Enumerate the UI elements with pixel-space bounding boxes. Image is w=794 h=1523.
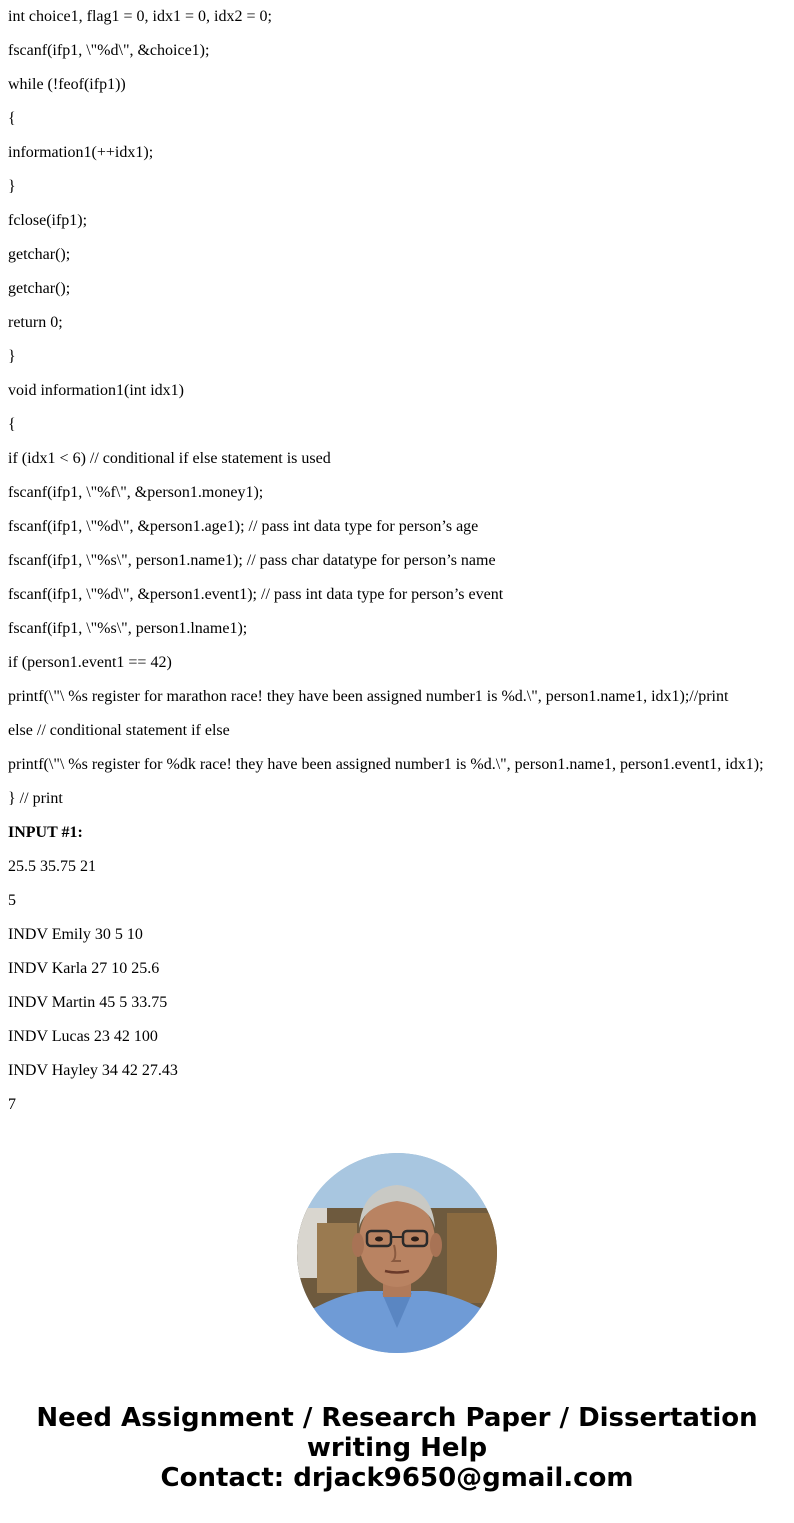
code-line: { <box>8 416 16 433</box>
code-line: if (person1.event1 == 42) <box>8 654 172 671</box>
section-heading: INPUT #1: <box>8 824 83 841</box>
code-line: { <box>8 110 16 127</box>
code-line: getchar(); <box>8 280 71 297</box>
code-line: while (!feof(ifp1)) <box>8 76 126 93</box>
code-line: INDV Martin 45 5 33.75 <box>8 994 168 1011</box>
code-line: fscanf(ifp1, \"%s\", person1.name1); // pass char datatype for person’s name <box>8 552 496 569</box>
code-line: int choice1, flag1 = 0, idx1 = 0, idx2 = 0; <box>8 8 272 25</box>
code-line: information1(++idx1); <box>8 144 154 161</box>
code-line: else // conditional statement if else <box>8 722 230 739</box>
code-line: fscanf(ifp1, \"%s\", person1.lname1); <box>8 620 248 637</box>
code-line: INDV Hayley 34 42 27.43 <box>8 1062 178 1079</box>
code-line: fscanf(ifp1, \"%d\", &choice1); <box>8 42 210 59</box>
code-line: 5 <box>8 892 16 909</box>
code-line: } <box>8 348 16 365</box>
code-line: printf(\"\ %s register for marathon race! they have been assigned number1 is %d.\", person1.name1, idx1);//print <box>8 688 729 705</box>
code-line: fclose(ifp1); <box>8 212 88 229</box>
author-photo <box>297 1153 497 1353</box>
code-line: if (idx1 < 6) // conditional if else statement is used <box>8 450 331 467</box>
code-line: 7 <box>8 1096 16 1113</box>
code-line: INDV Karla 27 10 25.6 <box>8 960 160 977</box>
code-line: fscanf(ifp1, \"%d\", &person1.event1); // pass int data type for person’s event <box>8 586 504 603</box>
code-line: INDV Lucas 23 42 100 <box>8 1028 158 1045</box>
portrait-illustration <box>297 1153 497 1353</box>
code-line: void information1(int idx1) <box>8 382 184 399</box>
code-line: getchar(); <box>8 246 71 263</box>
code-line: } <box>8 178 16 195</box>
code-line: } // print <box>8 790 63 807</box>
code-line: printf(\"\ %s register for %dk race! they have been assigned number1 is %d.\", person1.name1, person1.event1, idx1); <box>8 756 764 773</box>
promo-banner <box>0 1403 794 1493</box>
code-line: 25.5 35.75 21 <box>8 858 96 875</box>
code-line: INDV Emily 30 5 10 <box>8 926 143 943</box>
promo-contact: Contact: drjack9650@gmail.com <box>160 1463 634 1493</box>
promo-headline: Need Assignment / Research Paper / Dissertation writing Help <box>36 1403 758 1463</box>
code-line: return 0; <box>8 314 63 331</box>
code-document <box>8 0 788 1122</box>
code-line: fscanf(ifp1, \"%d\", &person1.age1); // pass int data type for person’s age <box>8 518 479 535</box>
code-line: fscanf(ifp1, \"%f\", &person1.money1); <box>8 484 264 501</box>
